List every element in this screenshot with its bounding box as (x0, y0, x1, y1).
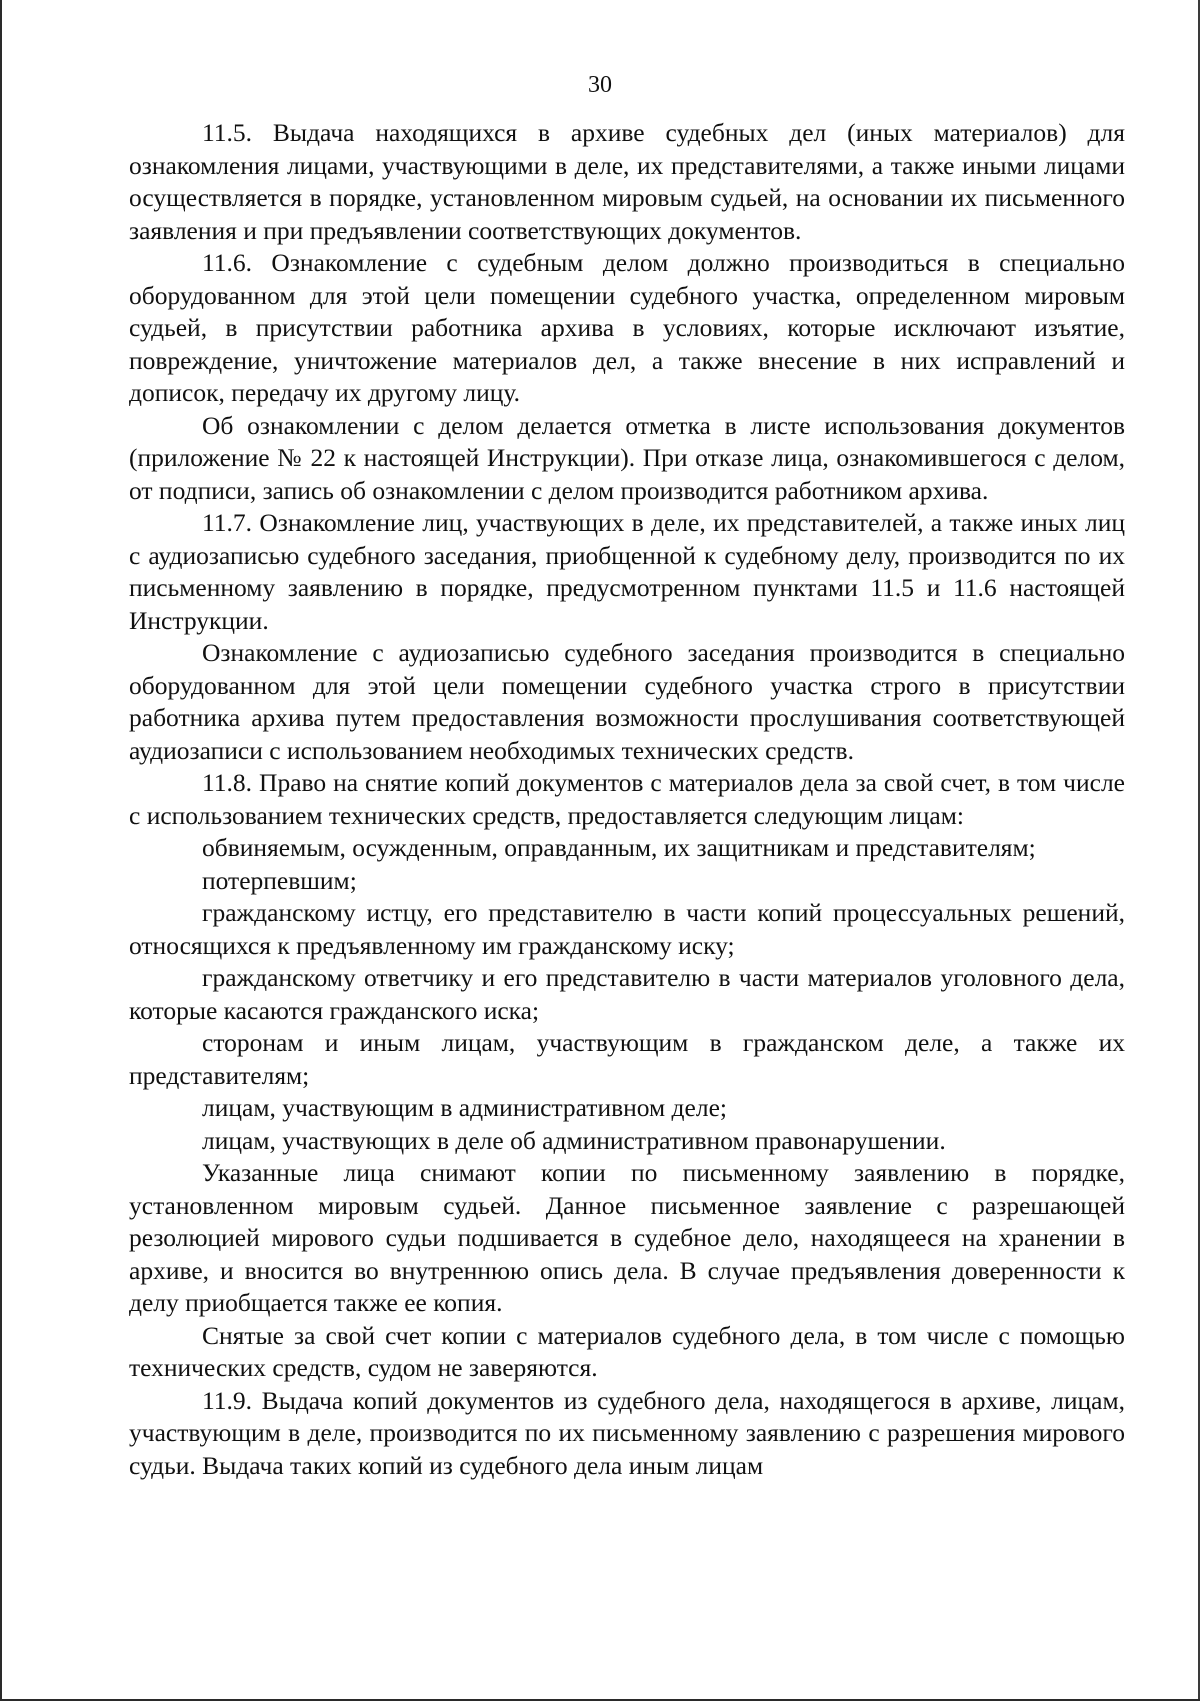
paragraph-acquaintance-note: Об ознакомлении с делом делается отметка в листе использования документов (приложение № 22 к настоящей Инструкции). При отказе лица, ознакомившегося с делом, от подписи, запись об ознакомлении с делом производится работником архива. (129, 410, 1125, 505)
paragraph-11-9: 11.9. Выдача копий документов из судебного дела, находящегося в архиве, лицам, участвующим в деле, производится по их письменному заявлению с разрешения мирового судьи. Выдача таких копий из судебного дела иным лицам (129, 1385, 1125, 1480)
list-item: обвиняемым, осужденным, оправданным, их защитникам и представителям; (202, 833, 1036, 862)
list-item: сторонам и иным лицам, участвующим в гражданском деле, а также их представителям; (129, 1028, 1125, 1090)
list-item: потерпевшим; (202, 865, 357, 895)
paragraph-copies-not-certified: Снятые за свой счет копии с материалов судебного дела, в том числе с помощью технических средств, судом не заверяются. (129, 1320, 1125, 1382)
scan-edge-left (0, 0, 2, 1701)
list-item: гражданскому ответчику и его представителю в части материалов уголовного дела, которые касаются гражданского иска; (129, 963, 1125, 1025)
list-item: лицам, участвующих в деле об административном правонарушении. (202, 1125, 946, 1155)
page-number: 30 (588, 72, 612, 98)
list-item: лицам, участвующим в административном деле; (202, 1093, 727, 1122)
document-body (129, 117, 1125, 1482)
paragraph-audio-acquaintance: Ознакомление с аудиозаписью судебного заседания производится в специально оборудованном для этой цели помещении судебного участка строго в присутствии работника архива путем предоставления возможности прослушивания соответствующей аудиозаписи с использованием необходимых технических средств. (129, 638, 1125, 765)
paragraph-11-6: 11.6. Ознакомление с судебным делом должно производиться в специально оборудованном для этой цели помещении судебного участка, определенном мировым судьей, в присутствии работника архива в условиях, которые исключают изъятие, повреждение, уничтожение материалов дел, а также внесение в них исправлений и дописок, передачу их другому лицу. (129, 248, 1125, 407)
list-item: гражданскому истцу, его представителю в части копий процессуальных решений, относящихся к предъявленному им гражданскому иску; (129, 898, 1125, 960)
paragraph-11-8: 11.8. Право на снятие копий документов с материалов дела за свой счет, в том числе с использованием технических средств, предоставляется следующим лицам: (129, 768, 1125, 830)
paragraph-11-7: 11.7. Ознакомление лиц, участвующих в деле, их представителей, а также иных лиц с аудиозаписью судебного заседания, приобщенной к судебному делу, производится по их письменному заявлению в порядке, предусмотренном пунктами 11.5 и 11.6 настоящей Инструкции. (129, 508, 1125, 635)
paragraph-copy-procedure: Указанные лица снимают копии по письменному заявлению в порядке, установленном мировым судьей. Данное письменное заявление с разрешающей резолюцией мирового судьи подшивается в судебное дело, находящееся на хранении в архиве, и вносится во внутреннюю опись дела. В случае предъявления доверенности к делу приобщается также ее копия. (129, 1158, 1125, 1317)
paragraph-11-5: 11.5. Выдача находящихся в архиве судебных дел (иных материалов) для ознакомления лицами, участвующими в деле, их представителями, а также иными лицами осуществляется в порядке, установленном мировым судьей, на основании их письменного заявления и при предъявлении соответствующих документов. (129, 118, 1125, 245)
